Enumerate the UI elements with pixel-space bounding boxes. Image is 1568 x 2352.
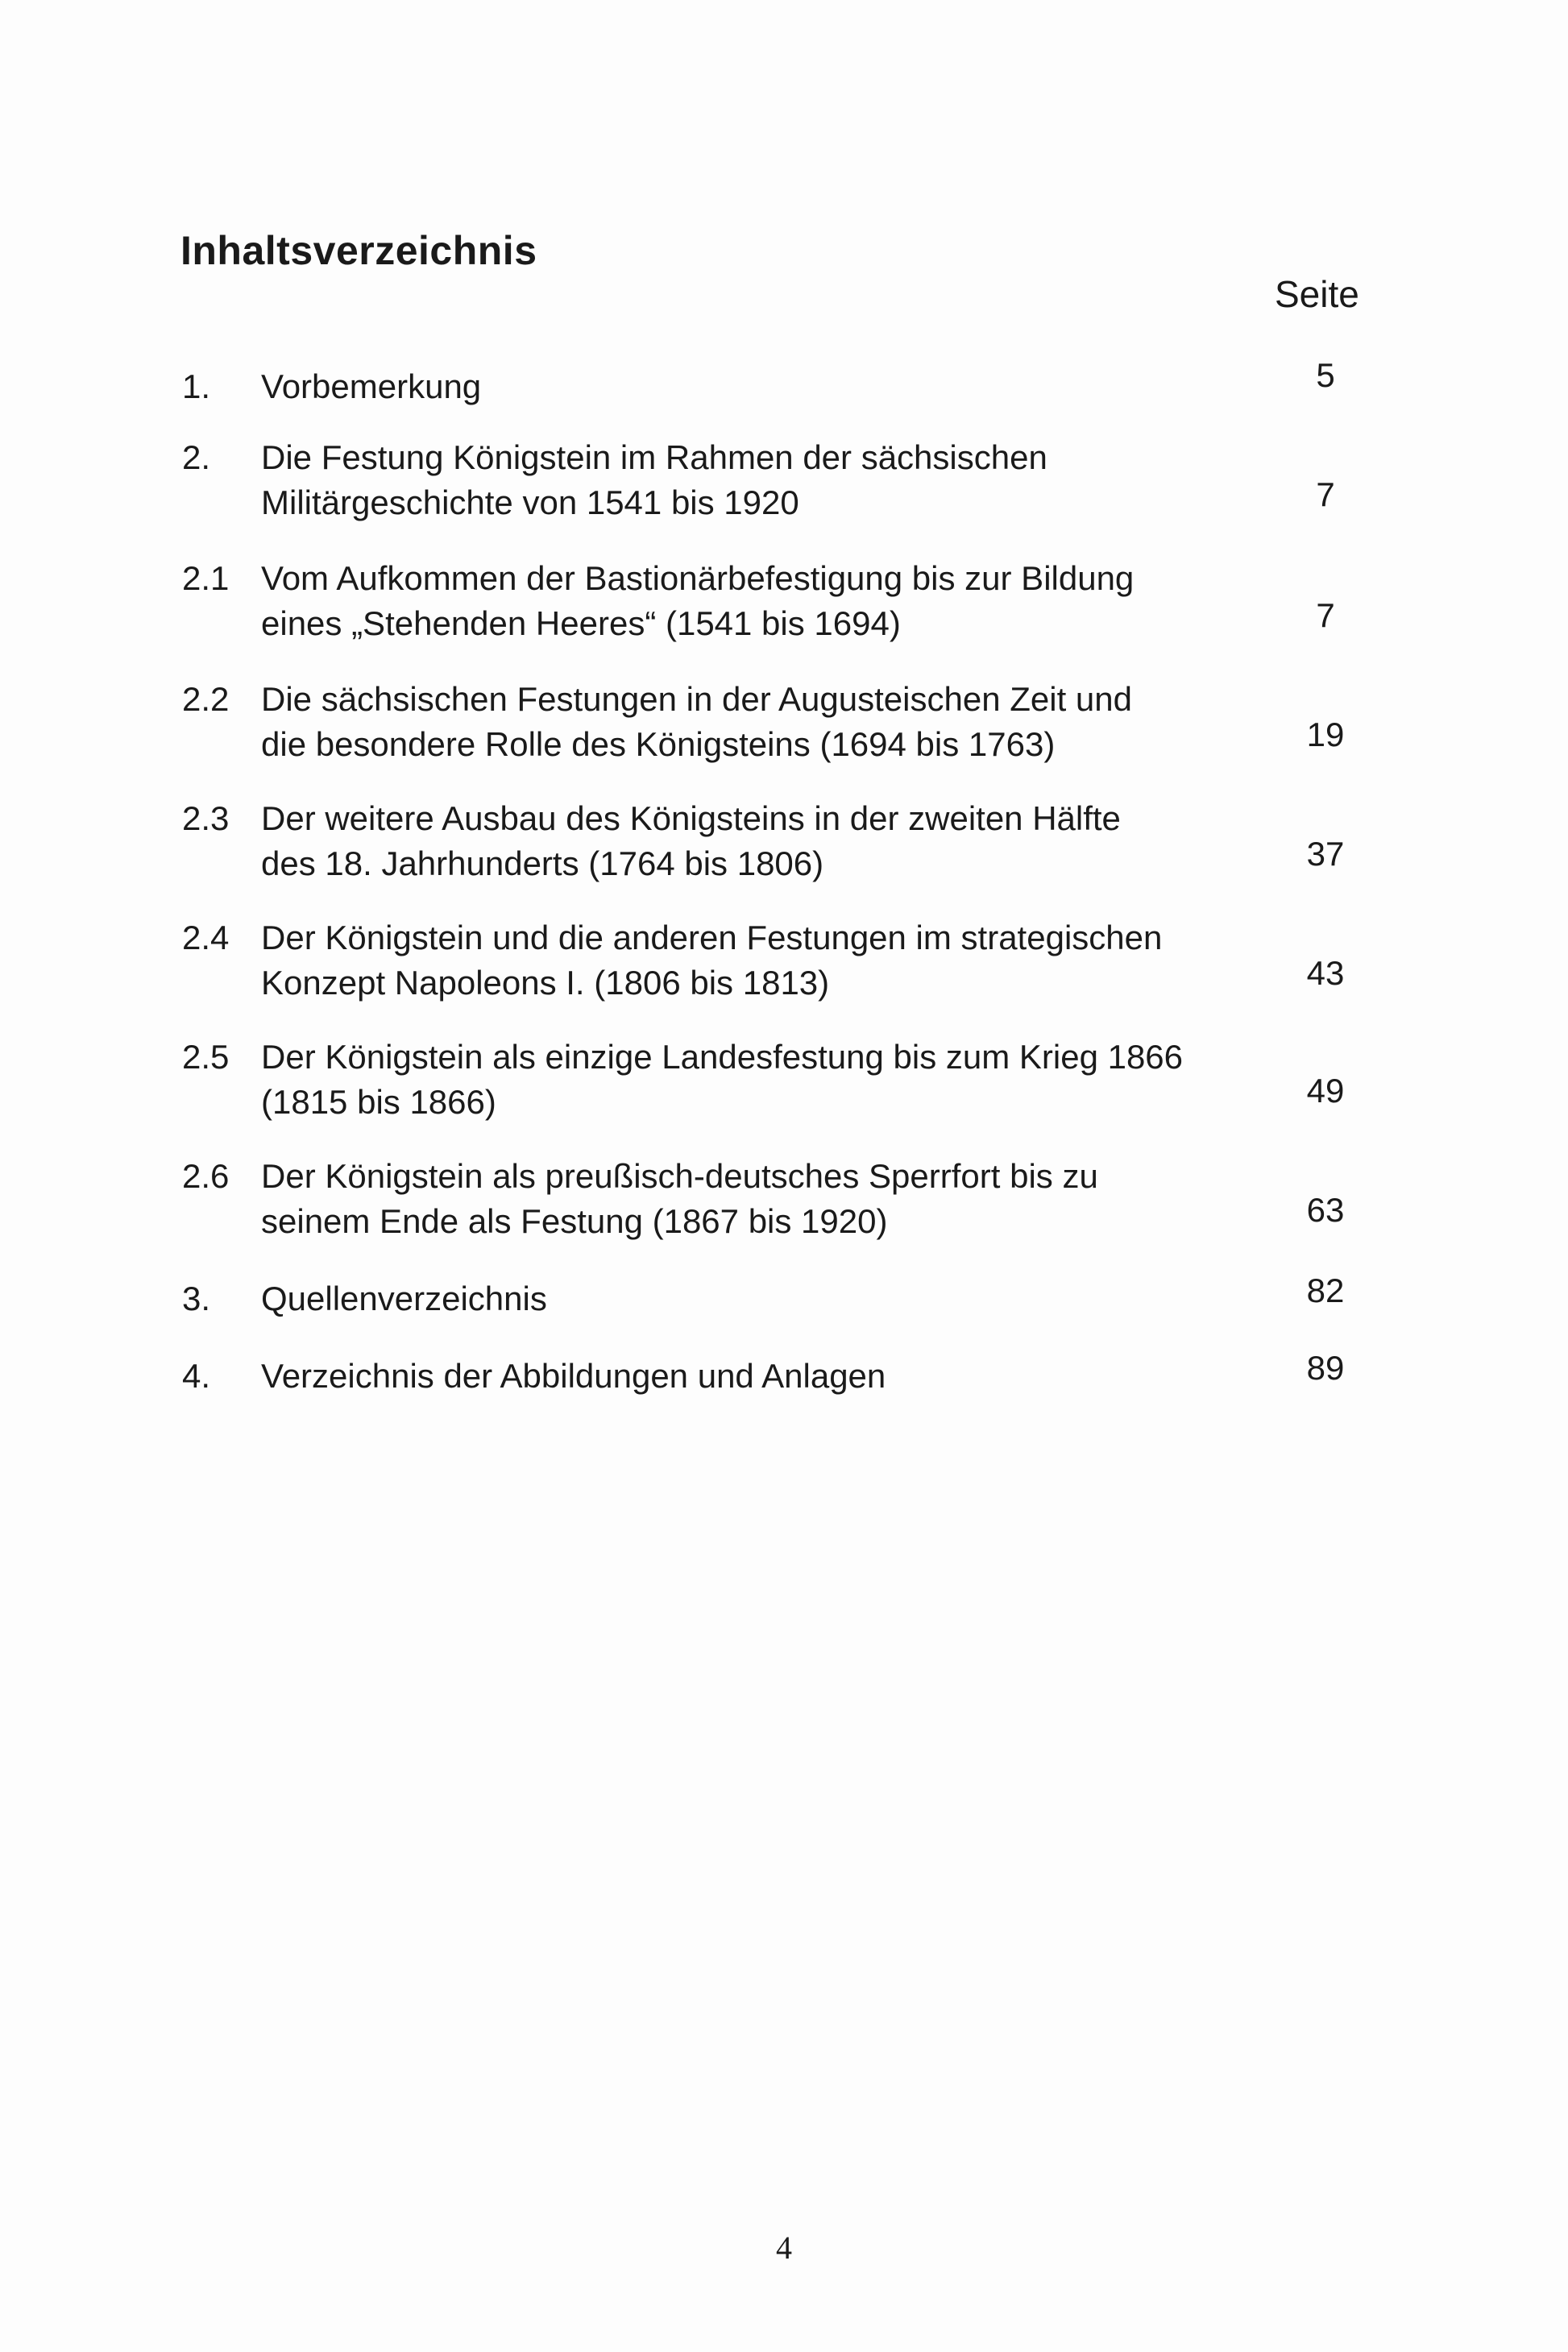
- toc-entry-page: 49: [1306, 1072, 1345, 1110]
- toc-entry-page: 63: [1306, 1191, 1345, 1229]
- toc-entry-number: 2.1: [182, 559, 230, 597]
- toc-entry-page: 37: [1306, 835, 1345, 873]
- toc-entry-page: 43: [1306, 954, 1345, 992]
- toc-entry-title: [261, 556, 1276, 646]
- toc-entry-line: eines „Stehenden Heeres“ (1541 bis 1694): [261, 604, 901, 642]
- toc-entry-line: Militärgeschichte von 1541 bis 1920: [261, 483, 799, 521]
- toc-entry-page: 7: [1316, 596, 1335, 634]
- toc-entry-title: [261, 435, 1276, 525]
- toc-entry-number: 4.: [182, 1357, 211, 1395]
- toc-entry-line: Vom Aufkommen der Bastionärbefestigung bis zur Bildung: [261, 559, 1135, 597]
- toc-entry-number: 2.4: [182, 919, 230, 956]
- toc-entry-page: 82: [1306, 1271, 1345, 1309]
- page-number-footer: 4: [776, 2230, 792, 2266]
- toc-entry-page: 89: [1306, 1349, 1345, 1387]
- toc-entry-line: (1815 bis 1866): [261, 1083, 496, 1121]
- page-column-header: Seite: [1275, 273, 1359, 315]
- toc-entry-title: [261, 1035, 1276, 1125]
- toc-entry-number: 2.3: [182, 799, 230, 837]
- toc-entry-line: Die Festung Königstein im Rahmen der sächsischen: [261, 438, 1047, 476]
- toc-entry-number: 2.2: [182, 680, 230, 718]
- toc-entry-number: 2.6: [182, 1157, 230, 1195]
- toc-entry-line: des 18. Jahrhunderts (1764 bis 1806): [261, 844, 824, 882]
- toc-entry-line: Der Königstein als preußisch-deutsches Sperrfort bis zu: [261, 1157, 1098, 1195]
- toc-entry-number: 2.: [182, 438, 211, 476]
- toc-entry-title: [261, 364, 1276, 409]
- toc-entry-number: 3.: [182, 1280, 211, 1317]
- toc-entry-line: die besondere Rolle des Königsteins (1694 bis 1763): [261, 725, 1056, 763]
- toc-entry-title: [261, 796, 1276, 886]
- toc-entry-title: [261, 1276, 1276, 1321]
- toc-entry-line: Der Königstein und die anderen Festungen im strategischen: [261, 919, 1163, 956]
- toc-entry-number: 1.: [182, 367, 211, 405]
- toc-entry-line: Vorbemerkung: [261, 367, 482, 405]
- toc-entry-line: Verzeichnis der Abbildungen und Anlagen: [261, 1357, 886, 1395]
- toc-entry-title: [261, 1154, 1276, 1244]
- toc-entry-line: Konzept Napoleons I. (1806 bis 1813): [261, 964, 830, 1002]
- toc-entry-line: seinem Ende als Festung (1867 bis 1920): [261, 1202, 888, 1240]
- toc-entry-page: 5: [1316, 356, 1335, 394]
- toc-entry-number: 2.5: [182, 1038, 230, 1076]
- toc-entry-title: [261, 677, 1276, 767]
- page-title: Inhaltsverzeichnis: [180, 228, 537, 273]
- toc-entry-page: 7: [1316, 475, 1335, 513]
- toc-entry-line: Der weitere Ausbau des Königsteins in der zweiten Hälfte: [261, 799, 1121, 837]
- toc-entry-title: [261, 1354, 1276, 1399]
- toc-entry-line: Quellenverzeichnis: [261, 1280, 547, 1317]
- toc-entry-page: 19: [1306, 716, 1345, 753]
- toc-entry-line: Der Königstein als einzige Landesfestung bis zum Krieg 1866: [261, 1038, 1184, 1076]
- toc-entry-line: Die sächsischen Festungen in der Augusteischen Zeit und: [261, 680, 1132, 718]
- toc-entry-title: [261, 915, 1276, 1006]
